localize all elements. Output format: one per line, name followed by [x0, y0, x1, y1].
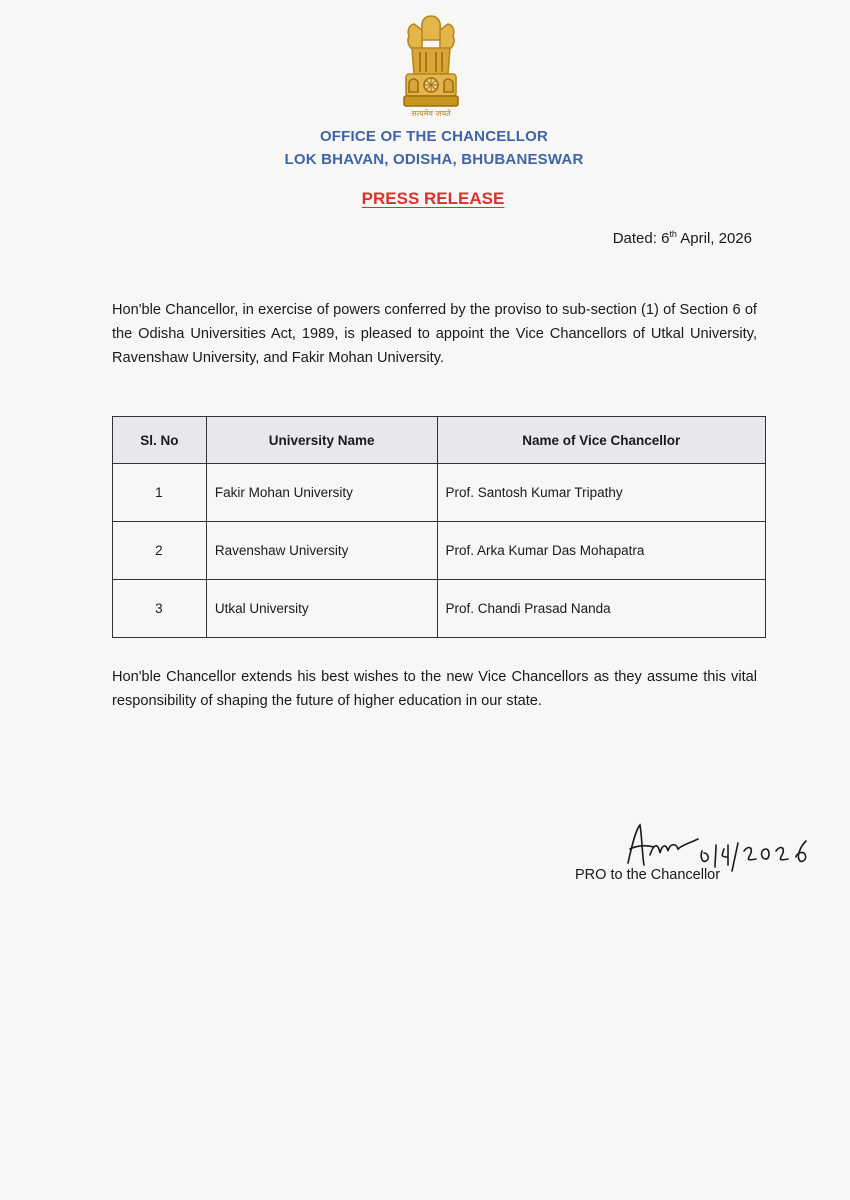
header-vice-chancellor: Name of Vice Chancellor	[437, 417, 765, 464]
emblem-motto: सत्यमेव जयते	[411, 109, 451, 118]
university-cell: Utkal University	[206, 580, 437, 638]
sl-no-cell: 2	[113, 522, 207, 580]
handwritten-signature-icon	[620, 815, 820, 875]
table-row	[113, 522, 766, 580]
appointment-paragraph: Hon'ble Chancellor, in exercise of powers conferred by the proviso to sub-section (1) of Section 6 of the Odisha Universities Act, 1989, is pleased to appoint the Vice Chancellors of Utkal University, Ravenshaw University, and Fakir Mohan University.	[112, 302, 757, 366]
office-title: OFFICE OF THE CHANCELLOR	[319, 128, 549, 145]
signatory-designation: PRO to the Chancellor	[575, 867, 721, 883]
release-date: Dated: 6th April, 2026	[612, 229, 752, 247]
table-row	[113, 580, 766, 638]
header-university-name: University Name	[206, 417, 437, 464]
press-release-heading	[0, 189, 850, 209]
university-cell: Ravenshaw University	[206, 522, 437, 580]
vice-chancellor-cell: Prof. Santosh Kumar Tripathy	[437, 464, 765, 522]
office-address: LOK BHAVAN, ODISHA, BHUBANESWAR	[284, 151, 584, 168]
vice-chancellor-table	[112, 416, 766, 638]
vice-chancellor-cell: Prof. Arka Kumar Das Mohapatra	[437, 522, 765, 580]
vice-chancellor-cell: Prof. Chandi Prasad Nanda	[437, 580, 765, 638]
ashoka-lion-capital-emblem-icon	[400, 12, 462, 120]
press-release-label: PRESS RELEASE	[361, 189, 505, 208]
header-sl-no: Sl. No	[113, 417, 207, 464]
table-header-row	[113, 417, 766, 464]
sl-no-cell: 1	[113, 464, 207, 522]
university-cell: Fakir Mohan University	[206, 464, 437, 522]
best-wishes-paragraph: Hon'ble Chancellor extends his best wishes to the new Vice Chancellors as they assume this vital responsibility of shaping the future of higher education in our state.	[112, 669, 757, 709]
sl-no-cell: 3	[113, 580, 207, 638]
table-row	[113, 464, 766, 522]
